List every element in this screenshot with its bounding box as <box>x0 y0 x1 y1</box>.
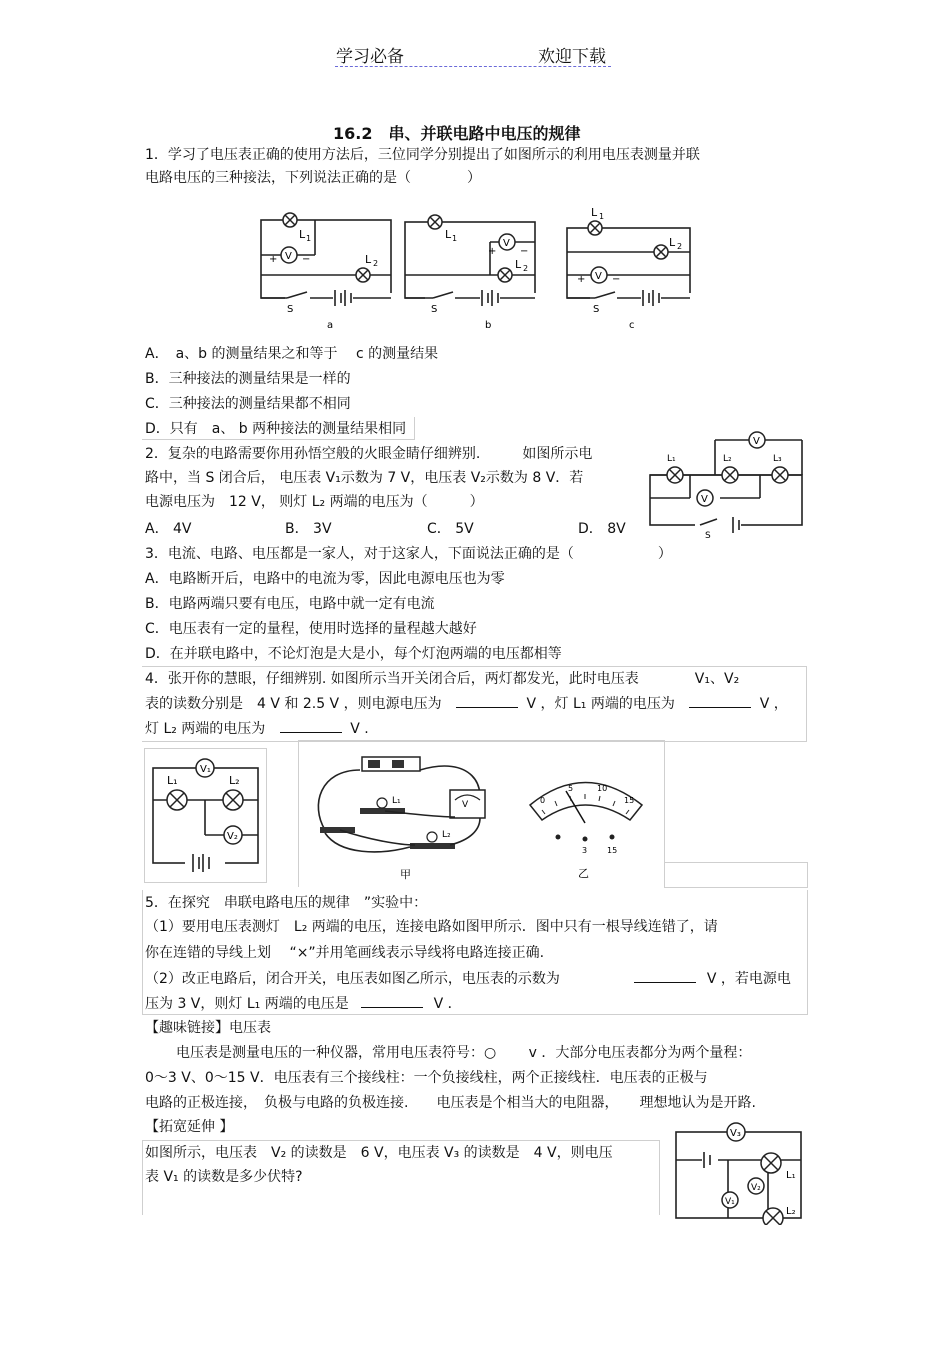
svg-text:L₃: L₃ <box>773 454 782 464</box>
svg-text:0: 0 <box>540 796 546 805</box>
q5-line5 <box>145 993 462 1014</box>
figure-yi <box>530 783 642 881</box>
svg-text:L: L <box>515 258 522 271</box>
fig-label-yi: 乙 <box>578 867 589 880</box>
svg-text:V: V <box>753 436 760 447</box>
svg-text:+: + <box>577 274 586 285</box>
header-divider <box>335 66 611 67</box>
figure-jia <box>318 757 485 881</box>
q5-line5-part1: 压为 3 V，则灯 L₁ 两端的电压是 <box>145 996 349 1012</box>
svg-text:S: S <box>431 304 438 315</box>
q2-line1: 2．复杂的电路需要你用孙悟空般的火眼金睛仔细辨别. 如图所示电 <box>145 446 593 462</box>
svg-text:−: − <box>612 274 621 285</box>
q3-option-c: C．电压表有一定的量程，使用时选择的量程越大越好 <box>145 621 477 637</box>
q2-option-c: C． 5V <box>427 521 474 537</box>
fig-label-b: b <box>485 320 492 331</box>
svg-text:3: 3 <box>582 846 588 855</box>
q4-circuit-figure <box>145 750 265 880</box>
fun-paragraph-3: 电路的正极连接， 负极与电路的负极连接. 电压表是个相当大的电阻器， 理想地认为是开路. <box>145 1095 756 1111</box>
svg-text:L: L <box>365 253 372 266</box>
svg-text:L: L <box>669 236 676 249</box>
svg-text:V: V <box>462 800 469 810</box>
q4-line2 <box>145 693 788 714</box>
q5-line4 <box>145 968 791 989</box>
svg-text:−: − <box>520 246 529 257</box>
fun-heading: 【趣味链接】电压表 <box>145 1020 271 1036</box>
svg-text:V: V <box>595 271 602 282</box>
svg-text:V: V <box>701 494 708 505</box>
q4-line2-part1: 表的读数分别是 4 V 和 2.5 V ，则电源电压为 <box>145 696 442 712</box>
svg-text:1: 1 <box>599 212 605 221</box>
svg-text:L: L <box>591 206 598 219</box>
q5-blank-l1-voltage[interactable] <box>361 993 423 1008</box>
svg-text:2: 2 <box>373 259 379 268</box>
svg-text:V₃: V₃ <box>730 1128 741 1139</box>
q5-line1: 5．在探究 串联电路电压的规律 ”实验中： <box>145 895 428 911</box>
svg-text:15: 15 <box>607 846 618 855</box>
svg-text:V: V <box>285 251 292 262</box>
svg-text:1: 1 <box>306 234 312 243</box>
q5-figures <box>300 745 660 885</box>
q5-figures-side-box <box>664 862 808 888</box>
svg-text:V₂: V₂ <box>227 831 238 842</box>
svg-text:1: 1 <box>452 234 458 243</box>
q4-blank-l1-voltage[interactable] <box>689 693 751 708</box>
fig-label-c: c <box>629 320 635 331</box>
svg-text:L: L <box>445 228 452 241</box>
svg-text:V: V <box>503 238 510 249</box>
svg-text:10: 10 <box>597 784 608 793</box>
ext-line2: 表 V₁ 的读数是多少伏特? <box>145 1169 303 1185</box>
circuit-a <box>261 213 395 331</box>
q4-line1: 4．张开你的慧眼，仔细辨别. 如图所示当开关闭合后，两灯都发光，此时电压表 V₁、V₂ <box>145 671 740 687</box>
q5-line2: （1）要用电压表测灯 L₂ 两端的电压，连接电路如图甲所示．图中只有一根导线连错了，请 <box>145 919 718 935</box>
q4-line3-part1: 灯 L₂ 两端的电压为 <box>145 721 266 737</box>
svg-text:+: + <box>269 254 278 265</box>
svg-text:5: 5 <box>568 784 574 793</box>
ext-circuit-figure <box>668 1120 808 1225</box>
circuit-b <box>405 215 537 331</box>
svg-text:S: S <box>287 304 294 315</box>
q4-line3 <box>145 718 369 739</box>
q5-line5-part2: V ． <box>433 996 462 1012</box>
q2-line2: 路中，当 S 闭合后， 电压表 V₁示数为 7 V，电压表 V₂示数为 8 V．若 <box>145 470 584 486</box>
q2-option-a: A． 4V <box>145 521 192 537</box>
circuit-c <box>567 206 692 331</box>
q1-option-b: B．三种接法的测量结果是一样的 <box>145 371 351 387</box>
q4-line2-part3: V ， <box>759 696 788 712</box>
ext-heading: 【拓宽延伸 】 <box>145 1119 234 1135</box>
q4-line3-part2: V . <box>350 721 369 737</box>
fun-paragraph-2: 0～3 V、0～15 V．电压表有三个接线柱：一个负接线柱，两个正接线柱．电压表的正极与 <box>145 1070 708 1086</box>
q1-line2: 电路电压的三种接法，下列说法正确的是（ ） <box>145 170 481 186</box>
svg-text:−: − <box>302 254 311 265</box>
svg-text:S: S <box>593 304 600 315</box>
svg-text:L: L <box>299 228 306 241</box>
q4-blank-l2-voltage[interactable] <box>280 718 342 733</box>
svg-text:L₂: L₂ <box>723 454 732 464</box>
fun-paragraph-1: 电压表是测量电压的一种仪器，常用电压表符号：○ v ．大部分电压表都分为两个量程： <box>176 1045 752 1061</box>
q3-option-b: B．电路两端只要有电压，电路中就一定有电流 <box>145 596 435 612</box>
ext-line1: 如图所示，电压表 V₂ 的读数是 6 V，电压表 V₃ 的读数是 4 V，则电压 <box>145 1145 613 1161</box>
svg-text:V₂: V₂ <box>751 1183 761 1193</box>
q1-option-d-frame <box>142 417 415 440</box>
q2-line3: 电源电压为 12 V， 则灯 L₂ 两端的电压为（ ） <box>145 494 484 510</box>
q1-option-a: A． a、b 的测量结果之和等于 c 的测量结果 <box>145 346 439 362</box>
q5-line3: 你在连错的导线上划 “×”并用笔画线表示导线将电路连接正确. <box>145 945 545 961</box>
svg-text:V₁: V₁ <box>725 1197 735 1207</box>
q2-circuit-figure <box>645 425 810 540</box>
q5-line4-part2: V ，若电源电 <box>706 971 791 987</box>
q1-line1: 1．学习了电压表正确的使用方法后，三位同学分别提出了如图所示的利用电压表测量并联 <box>145 147 700 163</box>
header-left: 学习必备 <box>336 47 404 67</box>
svg-text:L₁: L₁ <box>786 1170 796 1181</box>
q1-circuit-figures <box>255 200 700 335</box>
q4-line2-part2: V ，灯 L₁ 两端的电压为 <box>526 696 675 712</box>
q5-line4-part1: （2）改正电路后，闭合开关，电压表如图乙所示，电压表的示数为 <box>145 971 560 987</box>
svg-text:15: 15 <box>624 796 635 805</box>
svg-text:+: + <box>488 246 497 257</box>
page-title: 16.2 串、并联电路中电压的规律 <box>333 124 581 143</box>
svg-text:2: 2 <box>523 264 529 273</box>
svg-text:V₁: V₁ <box>200 764 211 775</box>
svg-text:L₁: L₁ <box>167 774 178 787</box>
svg-text:2: 2 <box>677 242 683 251</box>
q1-option-d: D．只有 a、 b 两种接法的测量结果相同 <box>145 421 407 437</box>
q3-option-a: A．电路断开后，电路中的电流为零，因此电源电压也为零 <box>145 571 505 587</box>
q1-option-c: C．三种接法的测量结果都不相同 <box>145 396 351 412</box>
q3-option-d: D．在并联电路中，不论灯泡是大是小，每个灯泡两端的电压都相等 <box>145 646 562 662</box>
svg-text:L₁: L₁ <box>667 454 676 464</box>
svg-text:L₁: L₁ <box>392 796 401 806</box>
q3-line1: 3．电流、电路、电压都是一家人，对于这家人，下面说法正确的是（ ） <box>145 546 672 562</box>
svg-text:S: S <box>705 531 711 540</box>
q2-option-b: B． 3V <box>285 521 332 537</box>
header-right: 欢迎下载 <box>538 47 606 67</box>
svg-text:L₂: L₂ <box>442 830 451 840</box>
fig-label-a: a <box>327 320 334 331</box>
q5-blank-meter-reading[interactable] <box>634 968 696 983</box>
q4-blank-source-voltage[interactable] <box>456 693 518 708</box>
svg-text:L₂: L₂ <box>786 1206 796 1217</box>
fig-label-jia: 甲 <box>400 868 411 881</box>
svg-text:L₂: L₂ <box>229 774 240 787</box>
q2-option-d: D． 8V <box>578 521 626 537</box>
